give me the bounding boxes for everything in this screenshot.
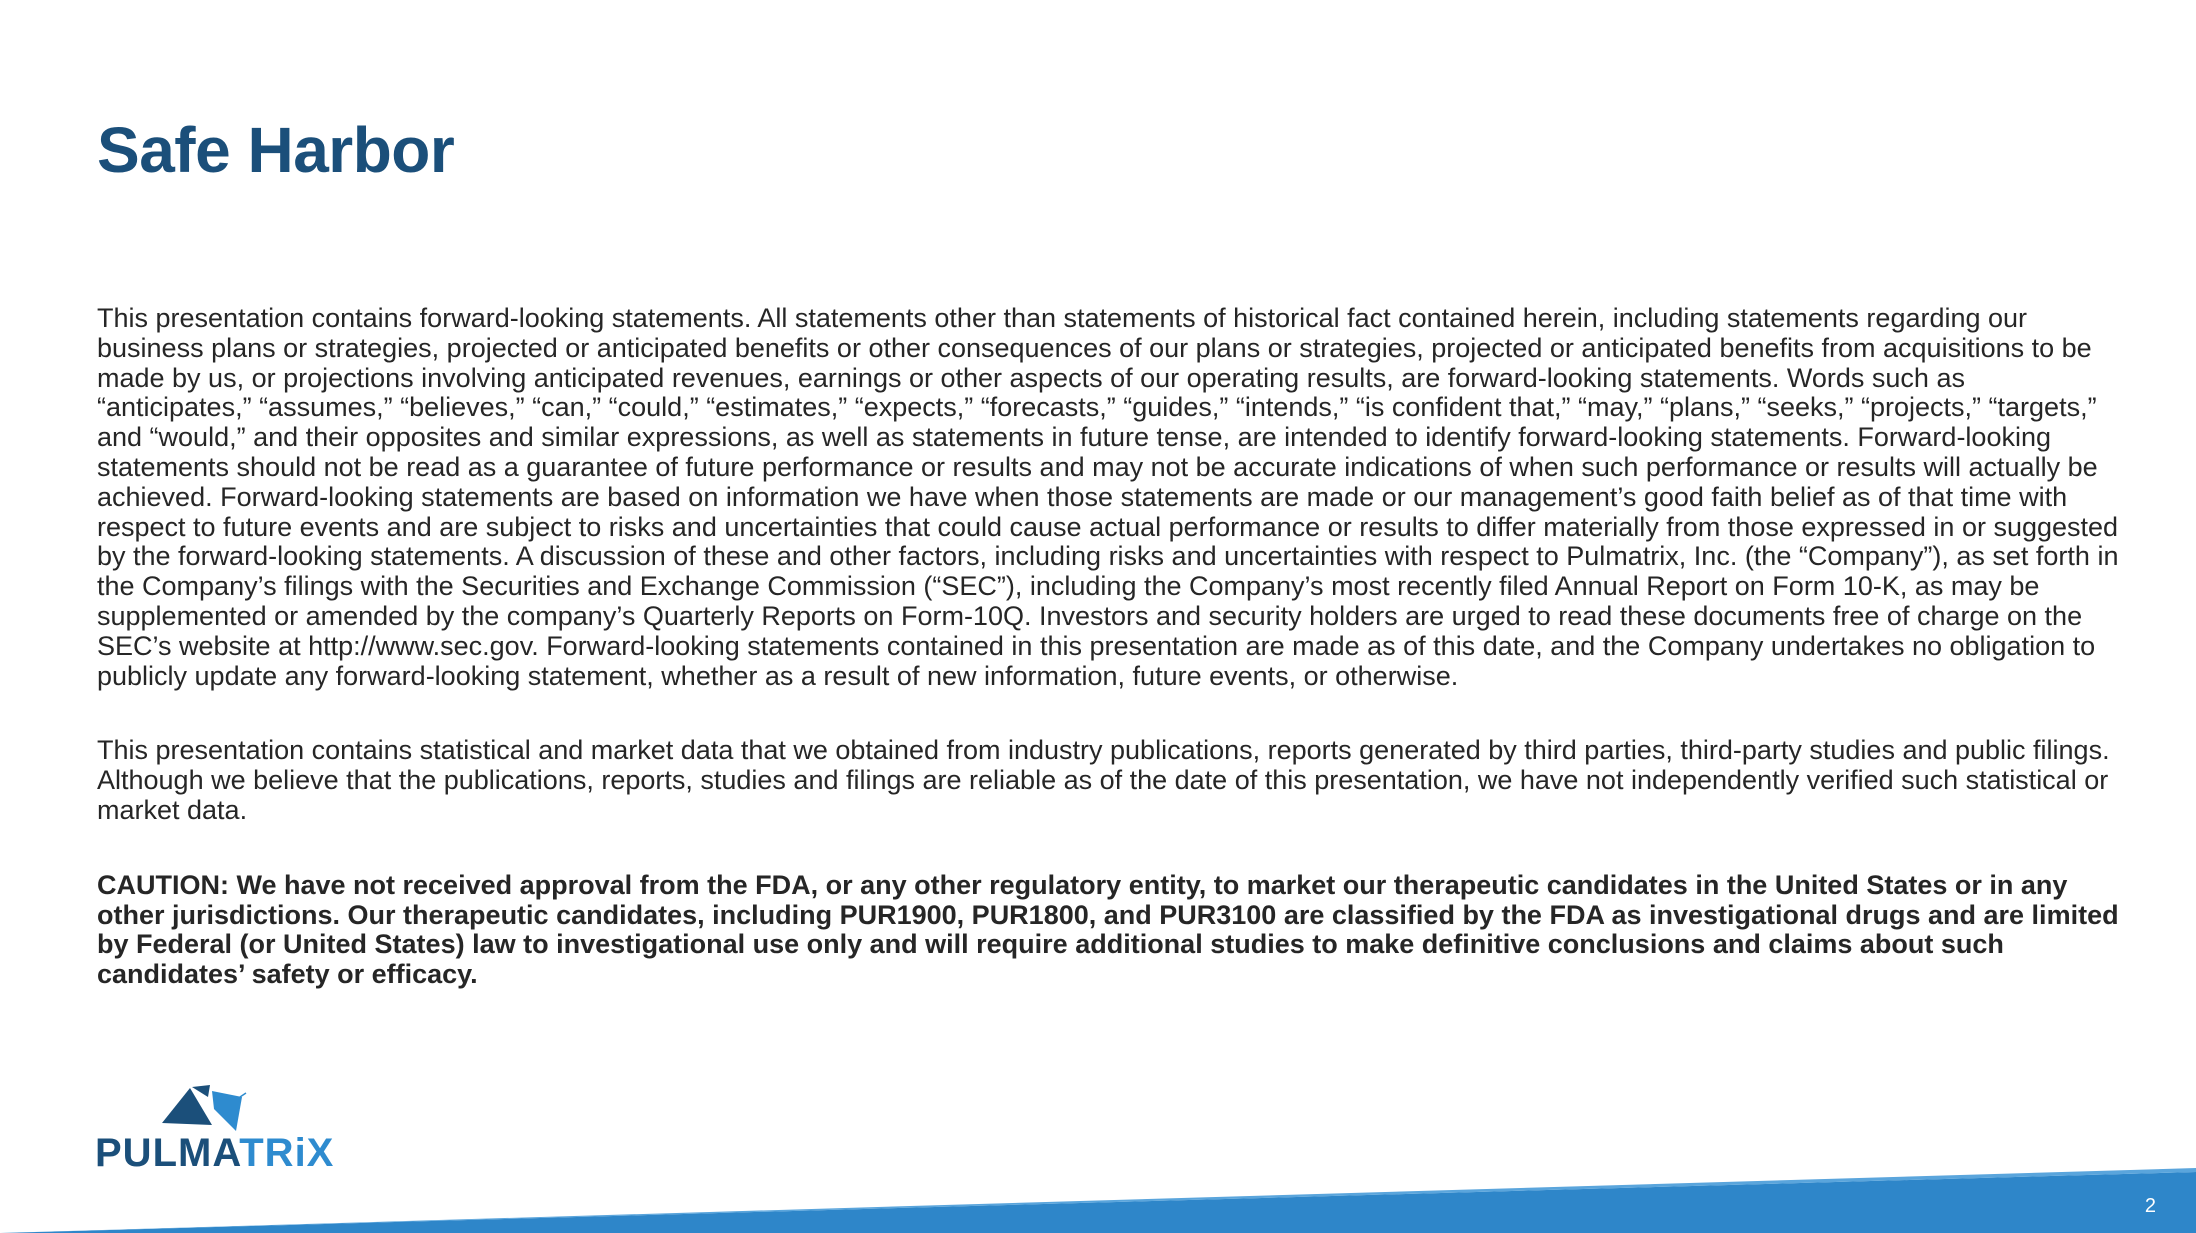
forward-looking-statement-paragraph: This presentation contains forward-looking statements. All statements other than statements of historical fact contained herein, including statements regarding our business plans or strategies, projected or anticipated benefits or other consequences of our plans or strategies, projected or anticipated benefits from acquisitions to be made by us, or projections involving anticipated revenues, earnings or other aspects of our operating results, are forward-looking statements. Words such as “anticipates,” “assumes,” “believes,” “can,” “could,” “estimates,” “expects,” “forecasts,” “guides,” “intends,” “is confident that,” “may,” “plans,” “seeks,” “projects,” “targets,” and “would,” and their opposites and similar expressions, as well as statements in future tense, are intended to identify forward-looking statements. Forward-looking statements should not be read as a guarantee of future performance or results and may not be accurate indications of when such performance or results will actually be achieved. Forward-looking statements are based on information we have when those statements are made or our management’s good faith belief as of that time with respect to future events and are subject to risks and uncertainties that could cause actual performance or results to differ materially from those expressed in or suggested by the forward-looking statements. A discussion of these and other factors, including risks and uncertainties with respect to Pulmatrix, Inc. (the “Company”), as set forth in the Company’s filings with the Securities and Exchange Commission (“SEC”), including the Company’s most recently filed Annual Report on Form 10-K, as may be supplemented or amended by the company’s Quarterly Reports on Form-10Q. Investors and security holders are urged to read these documents free of charge on the SEC’s website at http://www.sec.gov. Forward-looking statements contained in this presentation are made as of this date, and the Company undertakes no obligation to publicly update any forward-looking statement, whether as a result of new information, future events, or otherwise. [97, 303, 2119, 691]
market-data-paragraph: This presentation contains statistical and market data that we obtained from industry publications, reports generated by third parties, third-party studies and public filings. Although we believe that the publications, reports, studies and filings are reliable as of the date of this presentation, we have not independently verified such statistical or market data. [97, 735, 2110, 825]
slide-body [97, 304, 2127, 990]
logo-text-accent: TRiX [239, 1131, 335, 1175]
logo-text-main: PULMA [95, 1131, 240, 1175]
page-number: 2 [2144, 1195, 2156, 1217]
company-logo [92, 1085, 382, 1175]
caution-paragraph: CAUTION: We have not received approval from the FDA, or any other regulatory entity, to market our therapeutic candidates in the United States or in any other jurisdictions. Our therapeutic candidates, including PUR1900, PUR1800, and PUR3100 are classified by the FDA as investigational drugs and are limited by Federal (or United States) law to investigational use only and will require additional studies to make definitive conclusions and claims about such candidates’ safety or efficacy. [97, 869, 2119, 990]
footer-band [0, 1160, 2196, 1233]
page-title: Safe Harbor [97, 114, 455, 186]
pulmatrix-logo-mark-icon [162, 1085, 272, 1135]
